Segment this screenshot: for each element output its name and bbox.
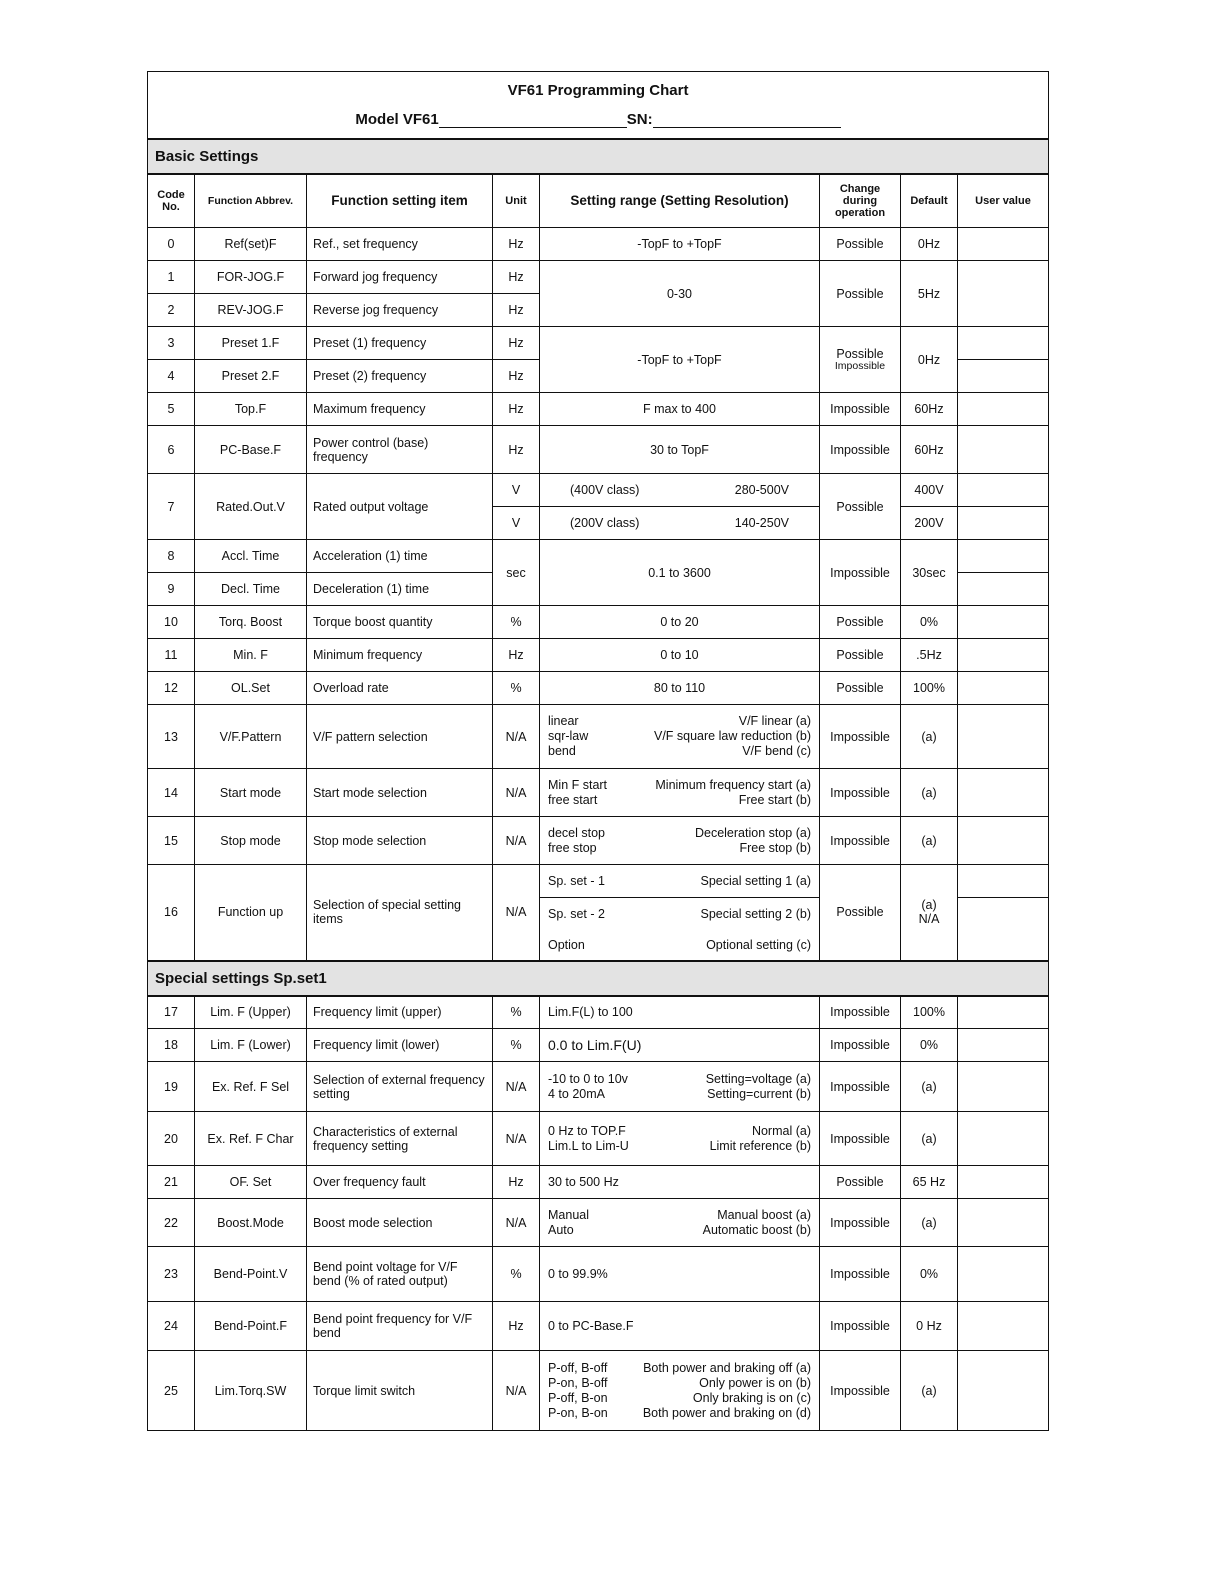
option-code: linear (548, 714, 579, 728)
range-cell (540, 1062, 820, 1112)
default-cell: 200V (901, 507, 958, 540)
abbrev-cell: Boost.Mode (195, 1199, 307, 1247)
code-cell: 4 (148, 360, 195, 393)
item-cell: Preset (2) frequency (307, 360, 493, 393)
unit-cell: N/A (493, 769, 540, 817)
unit-cell: % (493, 606, 540, 639)
change-value: Possible (836, 347, 884, 361)
default-cell: (a) (901, 705, 958, 769)
option-desc: Automatic boost (b) (702, 1222, 811, 1237)
default-cell: (a) (901, 1112, 958, 1166)
range-cell (540, 769, 820, 817)
code-cell: 6 (148, 426, 195, 474)
range-value: 280-500V (734, 482, 789, 497)
unit-cell: V (493, 507, 540, 540)
option-code: Lim.L to Lim-U (548, 1138, 629, 1153)
item-cell: Preset (1) frequency (307, 327, 493, 360)
table-row (148, 1247, 1049, 1302)
item-cell: Rated output voltage (307, 474, 493, 540)
item-cell: Ref., set frequency (307, 228, 493, 261)
change-cell: Impossible (820, 1112, 901, 1166)
change-cell: Possible (820, 261, 901, 327)
chart-title: VF61 Programming Chart (148, 72, 1049, 102)
table-row (148, 672, 1049, 705)
range-cell (540, 898, 820, 931)
default-cell (901, 865, 958, 961)
item-cell: Frequency limit (lower) (307, 1029, 493, 1062)
range-cell (540, 705, 820, 769)
option-code: Manual (548, 1207, 589, 1222)
default-cell: 65 Hz (901, 1166, 958, 1199)
option-desc: Both power and braking off (a) (643, 1360, 811, 1375)
code-cell: 14 (148, 769, 195, 817)
default-cell: (a) (901, 1351, 958, 1431)
change-cell: Possible (820, 639, 901, 672)
default-cell: 100% (901, 672, 958, 705)
col-default: Default (901, 174, 958, 228)
abbrev-cell: Torq. Boost (195, 606, 307, 639)
user-value-cell[interactable] (958, 426, 1049, 474)
table-row (148, 393, 1049, 426)
option-code: P-off, B-on (548, 1390, 608, 1405)
default-cell: 100% (901, 996, 958, 1029)
option-desc: Special setting 2 (b) (700, 906, 811, 921)
user-value-cell[interactable] (958, 705, 1049, 769)
abbrev-cell: Preset 2.F (195, 360, 307, 393)
code-cell: 1 (148, 261, 195, 294)
range-cell (540, 1351, 820, 1431)
code-cell: 8 (148, 540, 195, 573)
option-desc: Deceleration stop (a) (694, 825, 811, 840)
range-cell: 30 to 500 Hz (540, 1166, 820, 1199)
table-row (148, 1029, 1049, 1062)
user-value-cell[interactable] (958, 507, 1049, 540)
abbrev-cell: Lim.Torq.SW (195, 1351, 307, 1431)
range-cell (540, 474, 820, 507)
user-value-cell[interactable] (958, 672, 1049, 705)
option-code: sqr-law (548, 729, 589, 743)
default-cell: 0% (901, 1029, 958, 1062)
code-cell: 3 (148, 327, 195, 360)
change-cell: Possible (820, 606, 901, 639)
unit-cell: Hz (493, 360, 540, 393)
item-cell: Stop mode selection (307, 817, 493, 865)
code-cell: 22 (148, 1199, 195, 1247)
range-cell: 80 to 110 (540, 672, 820, 705)
table-row (148, 1112, 1049, 1166)
range-cell: -TopF to +TopF (540, 228, 820, 261)
unit-cell: % (493, 672, 540, 705)
unit-cell: % (493, 1247, 540, 1302)
user-value-cell[interactable] (958, 769, 1049, 817)
abbrev-cell: Decl. Time (195, 573, 307, 606)
option-code: Sp. set - 2 (548, 906, 605, 921)
range-cell: -TopF to +TopF (540, 327, 820, 393)
abbrev-cell: Accl. Time (195, 540, 307, 573)
table-row (148, 426, 1049, 474)
user-value-cell[interactable] (958, 996, 1049, 1029)
option-desc: V/F linear (a) (738, 714, 811, 728)
range-cell: 0 to 20 (540, 606, 820, 639)
user-value-cell[interactable] (958, 1247, 1049, 1302)
table-row (148, 865, 1049, 898)
code-cell: 7 (148, 474, 195, 540)
model-blank[interactable] (439, 113, 627, 128)
item-cell: Acceleration (1) time (307, 540, 493, 573)
abbrev-cell: Start mode (195, 769, 307, 817)
change-cell: Impossible (820, 393, 901, 426)
code-cell: 0 (148, 228, 195, 261)
option-code: 4 to 20mA (548, 1086, 605, 1101)
default-cell: (a) (901, 769, 958, 817)
table-row (148, 327, 1049, 360)
item-cell: Minimum frequency (307, 639, 493, 672)
default-cell: 5Hz (901, 261, 958, 327)
abbrev-cell: REV-JOG.F (195, 294, 307, 327)
option-desc: Normal (a) (751, 1123, 811, 1138)
abbrev-cell: Function up (195, 865, 307, 961)
unit-cell: Hz (493, 639, 540, 672)
model-label: Model VF61 (355, 111, 439, 128)
code-cell: 17 (148, 996, 195, 1029)
change-alt-value: Impossible (834, 360, 886, 372)
change-cell: Impossible (820, 1302, 901, 1351)
unit-cell: Hz (493, 261, 540, 294)
change-cell: Possible (820, 865, 901, 961)
user-value-cell[interactable] (958, 1351, 1049, 1431)
user-value-cell[interactable] (958, 865, 1049, 898)
range-cell (540, 865, 820, 898)
item-cell: Frequency limit (upper) (307, 996, 493, 1029)
option-desc: Special setting 1 (a) (700, 873, 811, 888)
default-cell: 0Hz (901, 228, 958, 261)
default-cell: 60Hz (901, 426, 958, 474)
default-cell: (a) (901, 817, 958, 865)
code-cell: 2 (148, 294, 195, 327)
unit-cell: Hz (493, 228, 540, 261)
user-value-cell[interactable] (958, 817, 1049, 865)
option-code: free start (548, 792, 598, 807)
unit-cell: N/A (493, 1351, 540, 1431)
col-unit: Unit (493, 174, 540, 228)
unit-cell: N/A (493, 817, 540, 865)
item-cell: Deceleration (1) time (307, 573, 493, 606)
code-cell: 24 (148, 1302, 195, 1351)
item-cell: Torque boost quantity (307, 606, 493, 639)
item-cell: Overload rate (307, 672, 493, 705)
change-cell: Impossible (820, 540, 901, 606)
unit-cell: N/A (493, 1199, 540, 1247)
default-cell: 60Hz (901, 393, 958, 426)
option-code: P-off, B-off (548, 1360, 608, 1375)
unit-cell: N/A (493, 1112, 540, 1166)
abbrev-cell: Min. F (195, 639, 307, 672)
abbrev-cell: Rated.Out.V (195, 474, 307, 540)
user-value-cell[interactable] (958, 261, 1049, 327)
abbrev-cell: Bend-Point.F (195, 1302, 307, 1351)
user-value-cell[interactable] (958, 639, 1049, 672)
option-desc: Optional setting (c) (706, 937, 811, 952)
range-label: (200V class) (570, 515, 640, 530)
abbrev-cell: Lim. F (Upper) (195, 996, 307, 1029)
option-desc: Both power and braking on (d) (642, 1405, 811, 1420)
user-value-cell[interactable] (958, 393, 1049, 426)
change-cell: Impossible (820, 817, 901, 865)
code-cell: 5 (148, 393, 195, 426)
unit-cell: Hz (493, 327, 540, 360)
code-cell: 16 (148, 865, 195, 961)
code-cell: 10 (148, 606, 195, 639)
table-row (148, 606, 1049, 639)
default-cell: 0% (901, 1247, 958, 1302)
option-code: 0 Hz to TOP.F (548, 1123, 626, 1138)
abbrev-cell: Ex. Ref. F Sel (195, 1062, 307, 1112)
user-value-cell[interactable] (958, 540, 1049, 573)
table-row (148, 228, 1049, 261)
user-value-cell[interactable] (958, 606, 1049, 639)
code-cell: 18 (148, 1029, 195, 1062)
default-cell: 30sec (901, 540, 958, 606)
change-cell: Impossible (820, 705, 901, 769)
item-cell: Start mode selection (307, 769, 493, 817)
option-desc: Setting=current (b) (707, 1086, 811, 1101)
range-cell: 30 to TopF (540, 426, 820, 474)
code-cell: 11 (148, 639, 195, 672)
change-cell: Impossible (820, 1029, 901, 1062)
user-value-cell[interactable] (958, 474, 1049, 507)
change-cell: Impossible (820, 996, 901, 1029)
item-cell: Forward jog frequency (307, 261, 493, 294)
item-cell: Selection of external frequency setting (307, 1062, 493, 1112)
option-code: P-on, B-on (548, 1405, 608, 1420)
table-row (148, 817, 1049, 865)
column-header-row (148, 174, 1049, 228)
unit-cell: N/A (493, 705, 540, 769)
change-cell: Impossible (820, 1351, 901, 1431)
option-desc: Free start (b) (738, 792, 811, 807)
item-cell: Selection of special setting items (307, 865, 493, 961)
table-row (148, 261, 1049, 294)
table-row (148, 1351, 1049, 1431)
unit-cell: Hz (493, 393, 540, 426)
change-cell: Impossible (820, 1247, 901, 1302)
item-cell: Bend point voltage for V/F bend (% of rated output) (307, 1247, 493, 1302)
code-cell: 25 (148, 1351, 195, 1431)
default-cell: 0% (901, 606, 958, 639)
item-cell: Power control (base) frequency (307, 426, 493, 474)
option-desc: Manual boost (a) (717, 1207, 811, 1222)
table-row (148, 1166, 1049, 1199)
range-cell (540, 817, 820, 865)
sn-blank[interactable] (653, 113, 841, 128)
code-cell: 9 (148, 573, 195, 606)
range-cell: 0 to 10 (540, 639, 820, 672)
change-cell: Impossible (820, 1062, 901, 1112)
unit-cell: Hz (493, 426, 540, 474)
option-desc: Only power is on (b) (699, 1375, 811, 1390)
user-value-cell[interactable] (958, 1112, 1049, 1166)
change-cell: Impossible (820, 769, 901, 817)
code-cell: 23 (148, 1247, 195, 1302)
user-value-cell[interactable] (958, 327, 1049, 360)
default-cell: 0 Hz (901, 1302, 958, 1351)
unit-cell: % (493, 1029, 540, 1062)
abbrev-cell: Stop mode (195, 817, 307, 865)
table-row (148, 639, 1049, 672)
default-cell: 400V (901, 474, 958, 507)
default-value-alt: N/A (918, 912, 940, 927)
abbrev-cell: OL.Set (195, 672, 307, 705)
code-cell: 13 (148, 705, 195, 769)
table-row (148, 1302, 1049, 1351)
code-cell: 12 (148, 672, 195, 705)
code-cell: 19 (148, 1062, 195, 1112)
range-cell (540, 1199, 820, 1247)
abbrev-cell: Bend-Point.V (195, 1247, 307, 1302)
range-cell (540, 1112, 820, 1166)
user-value-cell[interactable] (958, 573, 1049, 606)
user-value-cell[interactable] (958, 360, 1049, 393)
abbrev-cell: Ref(set)F (195, 228, 307, 261)
abbrev-cell: Top.F (195, 393, 307, 426)
table-row (148, 1199, 1049, 1247)
unit-cell: Hz (493, 1166, 540, 1199)
range-cell: 0-30 (540, 261, 820, 327)
item-cell: Boost mode selection (307, 1199, 493, 1247)
code-cell: 20 (148, 1112, 195, 1166)
col-item: Function setting item (307, 174, 493, 228)
range-cell: Lim.F(L) to 100 (540, 996, 820, 1029)
option-desc: V/F square law reduction (b) (653, 729, 811, 743)
option-desc: Limit reference (b) (709, 1138, 811, 1153)
item-cell: Bend point frequency for V/F bend (307, 1302, 493, 1351)
option-code: bend (548, 744, 576, 758)
section-basic-settings: Basic Settings (148, 139, 1049, 174)
default-cell: 0Hz (901, 327, 958, 393)
option-desc: Free stop (b) (739, 840, 811, 855)
item-cell: Reverse jog frequency (307, 294, 493, 327)
item-cell: Over frequency fault (307, 1166, 493, 1199)
user-value-cell[interactable] (958, 1302, 1049, 1351)
option-code: Min F start (548, 777, 608, 792)
option-code: Auto (548, 1222, 574, 1237)
chart-table (147, 71, 1049, 1431)
range-cell (540, 931, 820, 961)
abbrev-cell: OF. Set (195, 1166, 307, 1199)
item-cell: Torque limit switch (307, 1351, 493, 1431)
col-change: Change during operation (820, 174, 901, 228)
model-sn-line (148, 101, 1049, 139)
range-cell: F max to 400 (540, 393, 820, 426)
change-cell (820, 327, 901, 393)
table-row (148, 705, 1049, 769)
abbrev-cell: Ex. Ref. F Char (195, 1112, 307, 1166)
option-desc: V/F bend (c) (742, 744, 811, 758)
table-row (148, 769, 1049, 817)
range-cell: 0 to 99.9% (540, 1247, 820, 1302)
range-label: (400V class) (570, 482, 640, 497)
unit-cell: % (493, 996, 540, 1029)
abbrev-cell: Lim. F (Lower) (195, 1029, 307, 1062)
col-abbrev: Function Abbrev. (195, 174, 307, 228)
change-cell: Possible (820, 228, 901, 261)
default-cell: (a) (901, 1199, 958, 1247)
range-cell: 0.1 to 3600 (540, 540, 820, 606)
abbrev-cell: FOR-JOG.F (195, 261, 307, 294)
unit-cell: N/A (493, 1062, 540, 1112)
user-value-cell[interactable] (958, 1062, 1049, 1112)
programming-chart (147, 71, 1048, 1431)
unit-cell: N/A (493, 865, 540, 961)
unit-cell: V (493, 474, 540, 507)
option-desc: Setting=voltage (a) (705, 1071, 811, 1086)
table-row (148, 996, 1049, 1029)
change-cell: Possible (820, 672, 901, 705)
change-cell: Possible (820, 1166, 901, 1199)
range-cell (540, 507, 820, 540)
option-desc: Minimum frequency start (a) (655, 777, 811, 792)
table-row (148, 474, 1049, 507)
option-desc: Only braking is on (c) (692, 1390, 811, 1405)
change-cell: Impossible (820, 1199, 901, 1247)
user-value-cell[interactable] (958, 1166, 1049, 1199)
section-special-settings: Special settings Sp.set1 (148, 961, 1049, 996)
code-cell: 21 (148, 1166, 195, 1199)
option-code: -10 to 0 to 10v (548, 1071, 628, 1086)
unit-cell: sec (493, 540, 540, 606)
option-code: Option (548, 937, 585, 952)
abbrev-cell: PC-Base.F (195, 426, 307, 474)
user-value-cell[interactable] (958, 1029, 1049, 1062)
option-code: P-on, B-off (548, 1375, 608, 1390)
abbrev-cell: Preset 1.F (195, 327, 307, 360)
table-row (148, 1062, 1049, 1112)
change-cell: Impossible (820, 426, 901, 474)
default-cell: (a) (901, 1062, 958, 1112)
range-cell: 0 to PC-Base.F (540, 1302, 820, 1351)
item-cell: V/F pattern selection (307, 705, 493, 769)
item-cell: Characteristics of external frequency setting (307, 1112, 493, 1166)
col-range: Setting range (Setting Resolution) (540, 174, 820, 228)
range-value: 140-250V (734, 515, 789, 530)
abbrev-cell: V/F.Pattern (195, 705, 307, 769)
default-value: (a) (921, 898, 937, 913)
option-code: Sp. set - 1 (548, 873, 605, 888)
table-row (148, 540, 1049, 573)
item-cell: Maximum frequency (307, 393, 493, 426)
unit-cell: Hz (493, 1302, 540, 1351)
change-cell: Possible (820, 474, 901, 540)
col-user: User value (958, 174, 1049, 228)
col-code: Code No. (148, 174, 195, 228)
user-value-cell[interactable] (958, 228, 1049, 261)
user-value-cell[interactable] (958, 898, 1049, 961)
user-value-cell[interactable] (958, 1199, 1049, 1247)
sn-label: SN: (626, 111, 653, 128)
option-code: free stop (548, 840, 597, 855)
default-cell: .5Hz (901, 639, 958, 672)
option-code: decel stop (548, 825, 605, 840)
range-cell: 0.0 to Lim.F(U) (540, 1029, 820, 1062)
code-cell: 15 (148, 817, 195, 865)
unit-cell: Hz (493, 294, 540, 327)
